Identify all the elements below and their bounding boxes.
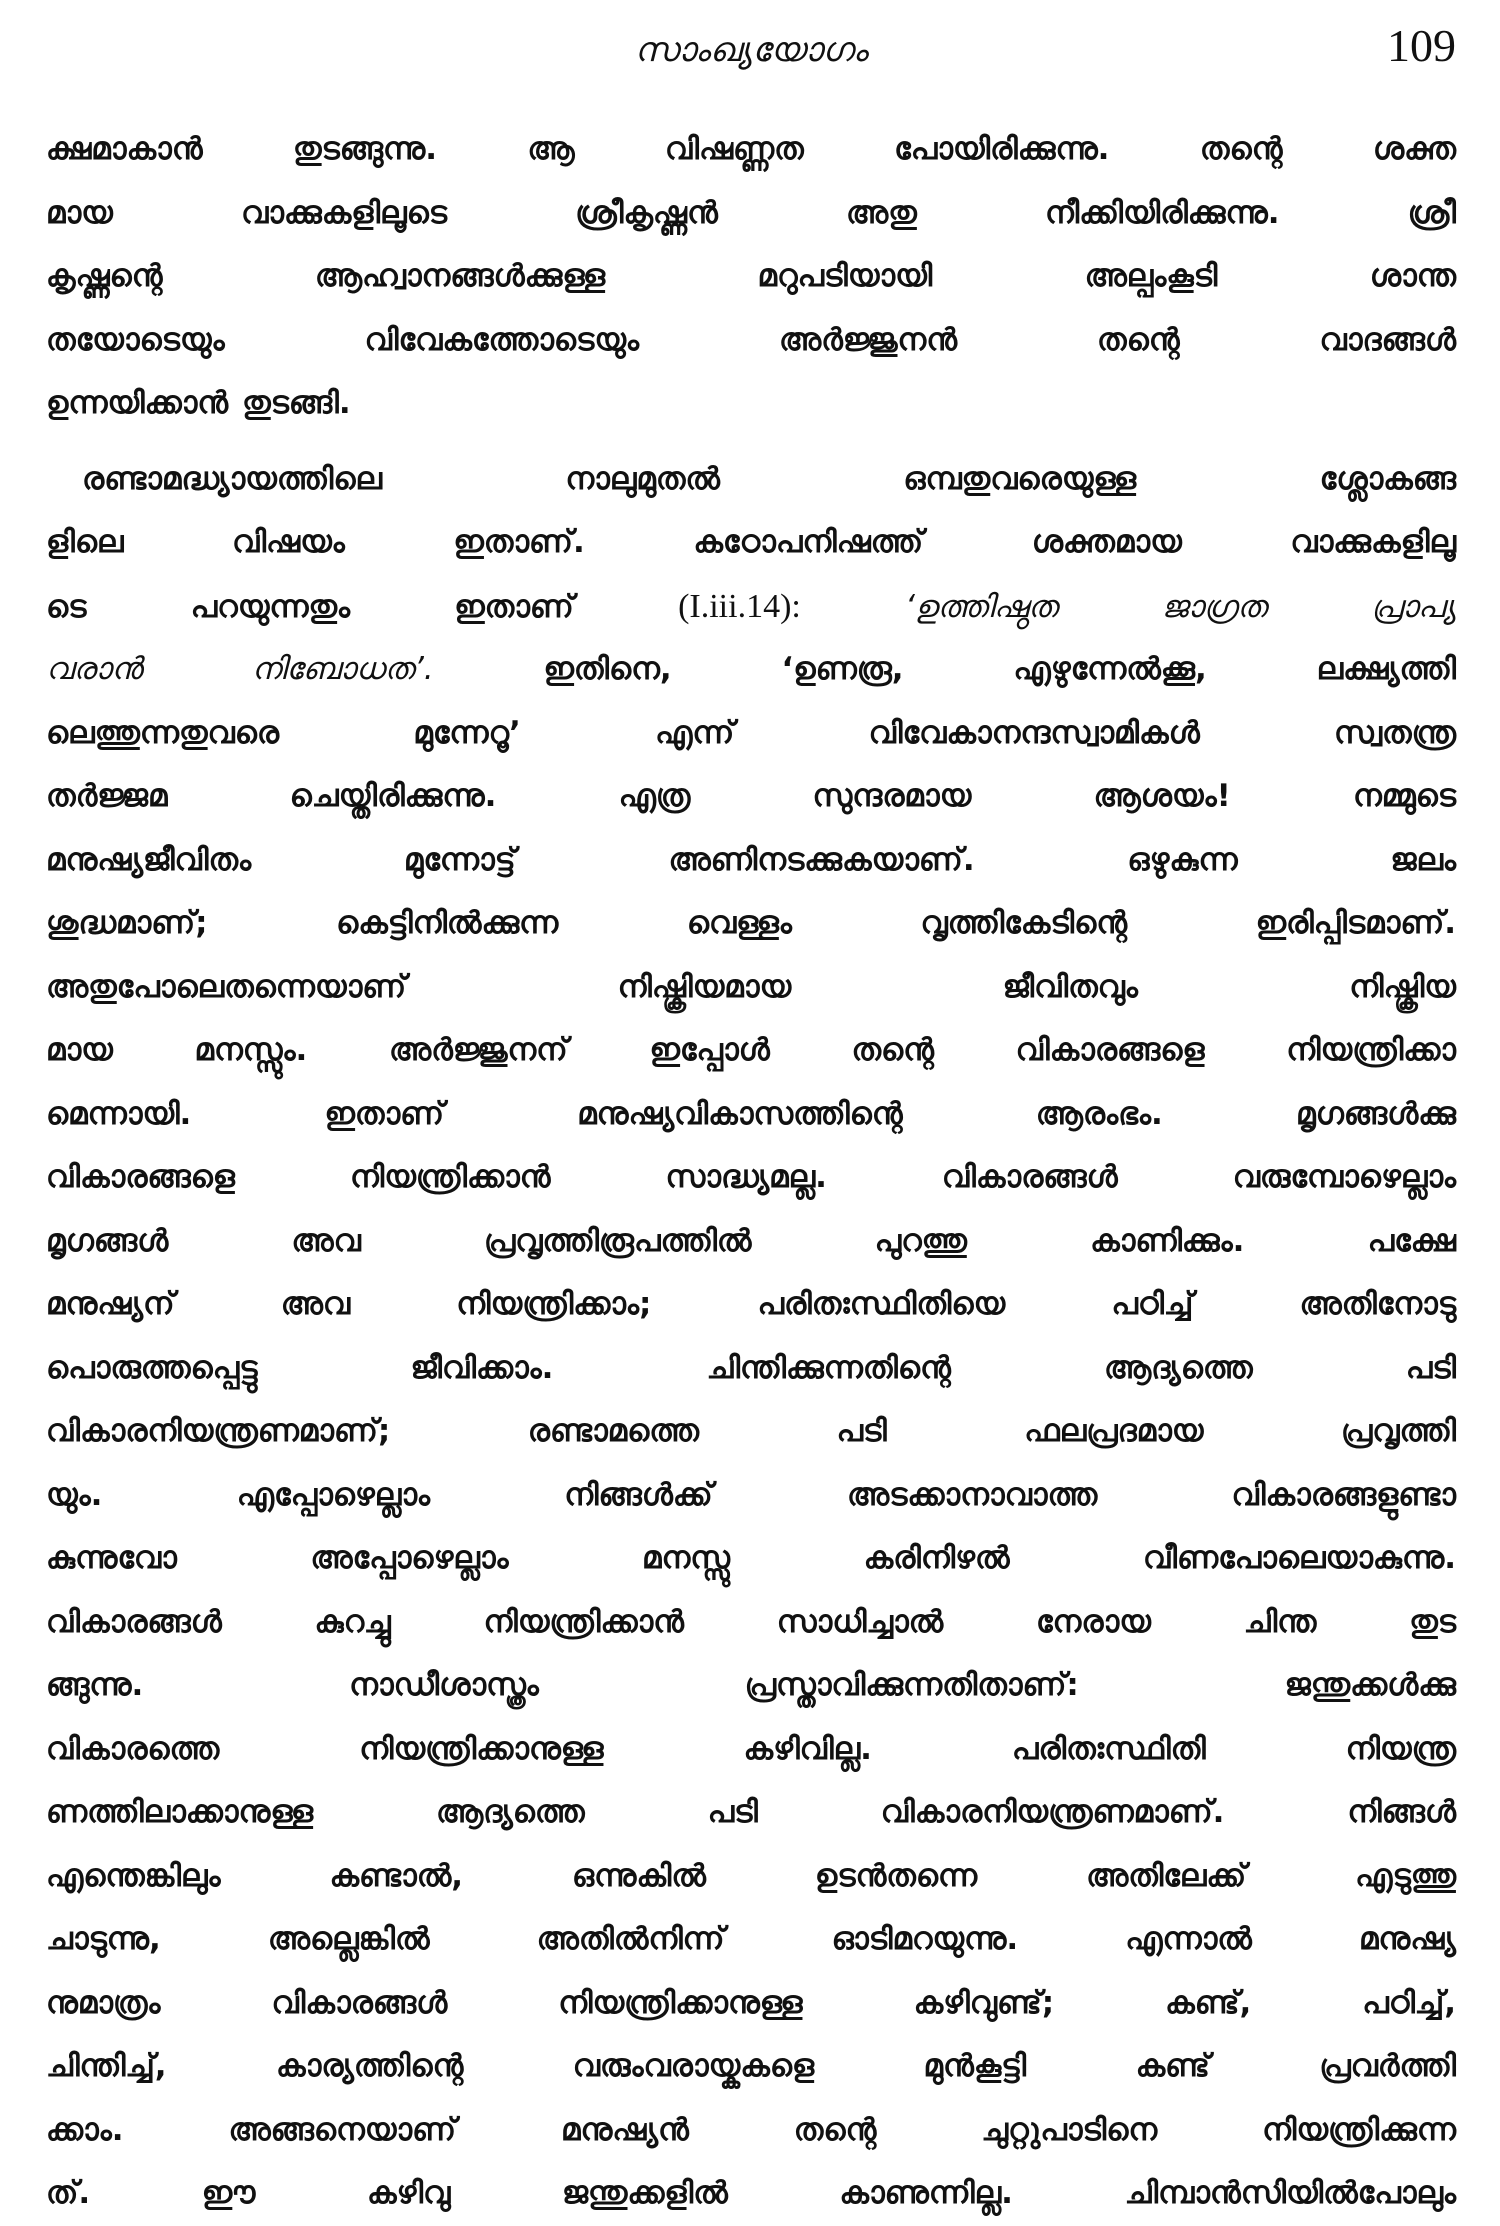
word: ജാഗ്രത	[1161, 588, 1267, 625]
text-line	[46, 2162, 1456, 2226]
word: ചുറ്റുപാടിനെ	[981, 2111, 1158, 2148]
text-line	[46, 511, 1456, 575]
word: രണ്ടാമദ്ധ്യായത്തിലെ	[82, 460, 382, 497]
word: എന്ന്	[655, 714, 735, 751]
word: വികാരങ്ങൾ	[941, 1159, 1118, 1195]
word: ജീവിക്കാം.	[410, 1349, 554, 1386]
word: ആശയം!	[1093, 778, 1231, 814]
word: സാദ്ധ്യമല്ല.	[665, 1159, 827, 1195]
word: മനുഷ്യൻ	[560, 2111, 689, 2148]
text-line	[46, 956, 1456, 1020]
word: നിങ്ങൾ	[1347, 1794, 1456, 1830]
word: ചാടുന്നു,	[46, 1921, 161, 1957]
word: ഇതിനെ,	[543, 651, 672, 687]
text-line	[46, 1400, 1456, 1464]
word: മനസ്സും.	[194, 1032, 308, 1068]
word: നിയന്ത്രിക്കുന്ന	[1262, 2111, 1456, 2148]
word: ടെ	[46, 588, 87, 625]
word: ശക്തമായ	[1031, 524, 1182, 560]
word: നിയന്ത്രിക്കാനുള്ള	[359, 1730, 604, 1767]
text-line	[46, 2099, 1456, 2163]
word: ചെയ്തിരിക്കുന്നു.	[289, 778, 497, 814]
word: ശക്ത	[1372, 131, 1456, 167]
word: കെട്ടിനിൽക്കുന്ന	[336, 905, 559, 941]
word: എന്തെങ്കിലും	[46, 1857, 221, 1894]
word: ഉടൻതന്നെ	[814, 1857, 978, 1894]
word: പ്രവർത്തി	[1319, 2048, 1456, 2084]
word: ജലം	[1390, 841, 1456, 878]
word: വിഷണ്ണത	[665, 131, 804, 167]
word: കുറച്ചു	[314, 1603, 391, 1640]
word: വിവേകാനന്ദസ്വാമികൾ	[868, 714, 1200, 751]
word: നിഷ്ക്രിയ	[1349, 968, 1456, 1005]
word: നീക്കിയിരിക്കുന്നു.	[1044, 194, 1280, 231]
word: പടി	[707, 1794, 758, 1830]
text-line	[46, 1908, 1456, 1972]
word: ലക്ഷ്യത്തി	[1316, 651, 1456, 687]
word: വീണപോലെയാകുന്നു.	[1143, 1540, 1456, 1576]
text-line	[46, 245, 1456, 309]
word: കഴിവുണ്ട്;	[913, 1984, 1055, 2021]
word: യും.	[46, 1476, 103, 1513]
text-line	[46, 118, 1456, 182]
word: ചിന്തിക്കുന്നതിന്റെ	[706, 1349, 951, 1386]
word: രണ്ടാമത്തെ	[527, 1413, 699, 1449]
word: മൃഗങ്ങൾക്കു	[1295, 1095, 1456, 1132]
word: ഇതാണ്	[324, 1095, 445, 1132]
word: അവ	[280, 1286, 351, 1322]
word: വികാരത്തെ	[46, 1730, 220, 1767]
word: ണത്തിലാക്കാനുള്ള	[46, 1794, 314, 1830]
text-line	[46, 1083, 1456, 1147]
word: നേരായ	[1035, 1603, 1151, 1640]
word: വാദങ്ങൾ	[1319, 321, 1456, 358]
word: ‘ഉത്തിഷ്ഠത	[905, 588, 1058, 625]
text-line	[46, 1591, 1456, 1655]
word: പഠിച്ച്	[1111, 1286, 1194, 1322]
word: വികാരങ്ങളെ	[46, 1159, 235, 1195]
text-line	[46, 892, 1456, 956]
word: ജീവിതവും	[1002, 968, 1138, 1005]
word: മനുഷ്യജീവിതം	[46, 841, 252, 878]
word: ആ	[527, 131, 575, 167]
text-line-paragraph-end	[46, 372, 1456, 436]
word: ലെത്തുന്നതുവരെ	[46, 714, 280, 751]
word: പടി	[1405, 1349, 1456, 1386]
word: തന്റെ	[1199, 131, 1283, 167]
word: അങ്ങനെയാണ്	[228, 2111, 457, 2148]
word: വരുമ്പോഴെല്ലാം	[1232, 1159, 1456, 1195]
word: നിയന്ത്രിക്കാം;	[456, 1286, 652, 1322]
word: ജന്തുക്കളിൽ	[561, 2175, 728, 2211]
word: മൃഗങ്ങൾ	[46, 1222, 169, 1259]
word: വൃത്തികേടിന്റെ	[920, 905, 1128, 941]
word: തുടങ്ങുന്നു.	[292, 131, 437, 167]
word: തന്റെ	[851, 1032, 934, 1068]
word: കരിനിഴൽ	[863, 1540, 1010, 1576]
text-line	[46, 1464, 1456, 1528]
word: എത്ര	[618, 778, 691, 814]
word: അർജ്ജുനന്	[388, 1032, 568, 1068]
word: ങ്ങുന്നു.	[46, 1667, 144, 1703]
word: ചിമ്പാൻസിയിൽപോലും	[1124, 2175, 1456, 2211]
word: വിഷയം	[232, 524, 345, 560]
text-line	[46, 1781, 1456, 1845]
running-title: സാംഖ്യയോഗം	[634, 30, 868, 70]
word: മെന്നായി.	[46, 1095, 192, 1132]
word: സുന്ദരമായ	[812, 778, 972, 814]
word: പഠിച്ച്,	[1362, 1984, 1456, 2021]
text-line	[46, 2035, 1456, 2099]
word: നിയന്ത്രിക്കാൻ	[349, 1159, 551, 1195]
text-line	[46, 1654, 1456, 1718]
word: ഇരിപ്പിടമാണ്.	[1255, 905, 1456, 941]
text-line	[46, 182, 1456, 246]
body-text	[46, 118, 1456, 2226]
word: ശ്രീ	[1407, 194, 1456, 231]
word: വികാരങ്ങളുണ്ടാ	[1231, 1476, 1456, 1513]
word: പരിതഃസ്ഥിതി	[1011, 1730, 1206, 1767]
word: വികാരങ്ങളെ	[1015, 1032, 1205, 1068]
word: കണ്ട്	[1135, 2048, 1210, 2084]
word: ഈ	[201, 2175, 256, 2211]
word: തർജ്ജമ	[46, 778, 168, 814]
word: പ്രവൃത്തി	[1341, 1413, 1456, 1449]
word: ശ്രീകൃഷ്ണൻ	[575, 194, 718, 231]
word: പരിതഃസ്ഥിതിയെ	[757, 1286, 1006, 1322]
word: ഇപ്പോൾ	[649, 1032, 770, 1068]
word: വികാരങ്ങൾ	[271, 1984, 448, 2021]
text-line	[46, 1146, 1456, 1210]
word: അടക്കാനാവാത്ത	[847, 1476, 1098, 1513]
word: മുന്നോട്ട്	[403, 841, 516, 878]
text-line	[46, 1527, 1456, 1591]
word: അതിലേക്ക്	[1086, 1857, 1247, 1894]
word: ക്ഷമാകാൻ	[46, 131, 203, 167]
word: പടി	[836, 1413, 887, 1449]
text-line	[46, 702, 1456, 766]
word: കാണുന്നില്ല.	[839, 2175, 1013, 2211]
word: ഒഴുകുന്ന	[1127, 841, 1238, 878]
word: ആഹ്വാനങ്ങൾക്കുള്ള	[314, 258, 606, 294]
word: പൊരുത്തപ്പെട്ടു	[46, 1349, 258, 1386]
word: നിയന്ത്ര	[1345, 1730, 1456, 1767]
word: വികാരനിയന്ത്രണമാണ്;	[46, 1413, 391, 1449]
word: മനുഷ്യ	[1358, 1921, 1456, 1957]
text-line	[46, 1337, 1456, 1401]
text-line	[46, 309, 1456, 373]
word: തുട	[1409, 1603, 1456, 1640]
word: എന്നാൽ	[1125, 1921, 1252, 1957]
word: വികാരങ്ങൾ	[46, 1603, 222, 1640]
word: വെള്ളം	[686, 905, 792, 941]
word: അപ്പോഴെല്ലാം	[310, 1540, 509, 1576]
word: കഴിവു	[366, 2175, 451, 2211]
word: അല്പംകൂടി	[1084, 258, 1218, 294]
word: എഴുന്നേൽക്കൂ,	[1013, 651, 1207, 687]
text-line	[46, 765, 1456, 829]
word: മുന്നേറൂ’	[413, 714, 521, 751]
word: ഉന്നയിക്കാൻ	[46, 385, 229, 421]
word: വികാരനിയന്ത്രണമാണ്.	[880, 1794, 1225, 1830]
word: മനുഷ്യവികാസത്തിന്റെ	[577, 1095, 903, 1132]
word: ചിന്തിച്ച്,	[46, 2048, 167, 2084]
word: ആദ്യത്തെ	[1103, 1349, 1253, 1386]
word: അതു	[846, 194, 917, 231]
word: സാധിച്ചാൽ	[776, 1603, 944, 1640]
word: മറുപടിയായി	[757, 258, 933, 294]
word: സ്വതന്ത്ര	[1334, 714, 1456, 751]
word: വരുംവരായ്കകളെ	[572, 2048, 815, 2084]
word: വരാൻ	[46, 651, 142, 687]
word: മുൻകൂട്ടി	[923, 2048, 1027, 2084]
word: മനുഷ്യന്	[46, 1286, 175, 1322]
word: തന്റെ	[1097, 321, 1180, 358]
word: അല്ലെങ്കിൽ	[267, 1921, 430, 1957]
word: പുറത്തു	[874, 1222, 967, 1259]
word: കുന്നുവോ	[46, 1540, 177, 1576]
word: അവ	[291, 1222, 361, 1259]
word: തയോടെയും	[46, 321, 225, 358]
word: വാക്കുകളിലൂടെ	[241, 194, 448, 231]
word: ഇതാണ്.	[453, 524, 585, 560]
word: പ്രാപ്യ	[1370, 588, 1456, 625]
word: ശുദ്ധമാണ്;	[46, 905, 208, 941]
word: മനസ്സു	[642, 1540, 731, 1576]
word: നിയന്ത്രിക്കാൻ	[483, 1603, 684, 1640]
word: അതിനോടു	[1299, 1286, 1456, 1322]
text-line	[46, 1718, 1456, 1782]
word: എപ്പോഴെല്ലാം	[236, 1476, 430, 1513]
word: അതിൽനിന്ന്	[536, 1921, 725, 1957]
word: പ്രവൃത്തിരൂപത്തിൽ	[483, 1222, 752, 1259]
word: നിയന്ത്രിക്കാനുള്ള	[558, 1984, 803, 2021]
word: തന്റെ	[793, 2111, 877, 2148]
text-line	[46, 1972, 1456, 2036]
word: മായ	[46, 1032, 113, 1068]
word: ത്.	[46, 2175, 91, 2211]
word: ക്കാം.	[46, 2111, 124, 2148]
word: നിങ്ങൾക്ക്	[564, 1476, 713, 1513]
word: കണ്ട്,	[1165, 1984, 1252, 2021]
word: കണ്ടാൽ,	[329, 1857, 464, 1894]
word: മായ	[46, 194, 113, 231]
word: കൃഷ്ണന്റെ	[46, 258, 163, 294]
word: അർജ്ജുനൻ	[778, 321, 958, 358]
word: ശാന്ത	[1369, 258, 1456, 294]
word: നിബോധത’.	[251, 651, 434, 687]
word: അതുപോലെതന്നെയാണ്	[46, 968, 407, 1005]
text-line-paragraph-start	[46, 448, 1456, 512]
word: എടുത്തു	[1355, 1857, 1456, 1894]
word: ഒമ്പതുവരെയുള്ള	[903, 460, 1137, 497]
word: കഴിവില്ല.	[743, 1730, 872, 1767]
word: ആദ്യത്തെ	[436, 1794, 585, 1830]
word: വിവേകത്തോടെയും	[364, 321, 639, 358]
text-line	[46, 1019, 1456, 1083]
text-line	[46, 1845, 1456, 1909]
word: നമ്മുടെ	[1352, 778, 1456, 814]
word: നിഷ്ക്രിയമായ	[617, 968, 792, 1005]
word: നുമാത്രം	[46, 1984, 161, 2021]
word: ഓടിമറയുന്നു.	[831, 1921, 1019, 1957]
page-number: 109	[1387, 20, 1456, 71]
word: അണിനടക്കുകയാണ്.	[668, 841, 975, 878]
text-line	[46, 1210, 1456, 1274]
word: പക്ഷേ	[1367, 1222, 1456, 1259]
word: പോയിരിക്കുന്നു.	[894, 131, 1110, 167]
word: ഫലപ്രദമായ	[1024, 1413, 1204, 1449]
word: പ്രസ്താവിക്കുന്നതിതാണ്:	[744, 1667, 1079, 1703]
text-line	[46, 575, 1456, 639]
word: ഒന്നുകിൽ	[571, 1857, 706, 1894]
word: തുടങ്ങി.	[242, 385, 351, 421]
word: കഠോപനിഷത്ത്	[693, 524, 924, 560]
word: നാഡീശാസ്ത്രം	[349, 1667, 539, 1703]
word: ശ്ലോകങ്ങ	[1319, 460, 1456, 497]
running-head	[46, 18, 1456, 88]
word: ‘ഉണരൂ,	[781, 651, 904, 687]
word: ആരംഭം.	[1035, 1095, 1163, 1132]
word: ജന്തുക്കൾക്കു	[1284, 1667, 1456, 1703]
text-line	[46, 1273, 1456, 1337]
word: നാലുമുതൽ	[565, 460, 720, 497]
word: ചിന്ത	[1243, 1603, 1317, 1640]
text-line	[46, 638, 1456, 702]
word: ഇതാണ്	[454, 588, 574, 625]
word: കാണിക്കും.	[1090, 1222, 1245, 1259]
word: കാര്യത്തിന്റെ	[276, 2048, 464, 2084]
word: പറയുന്നതും	[190, 588, 350, 625]
word: ളിലെ	[46, 524, 124, 560]
word: വാക്കുകളിലൂ	[1290, 524, 1456, 560]
word: നിയന്ത്രിക്കാ	[1286, 1032, 1456, 1068]
word: (I.iii.14):	[678, 587, 801, 625]
text-line	[46, 829, 1456, 893]
